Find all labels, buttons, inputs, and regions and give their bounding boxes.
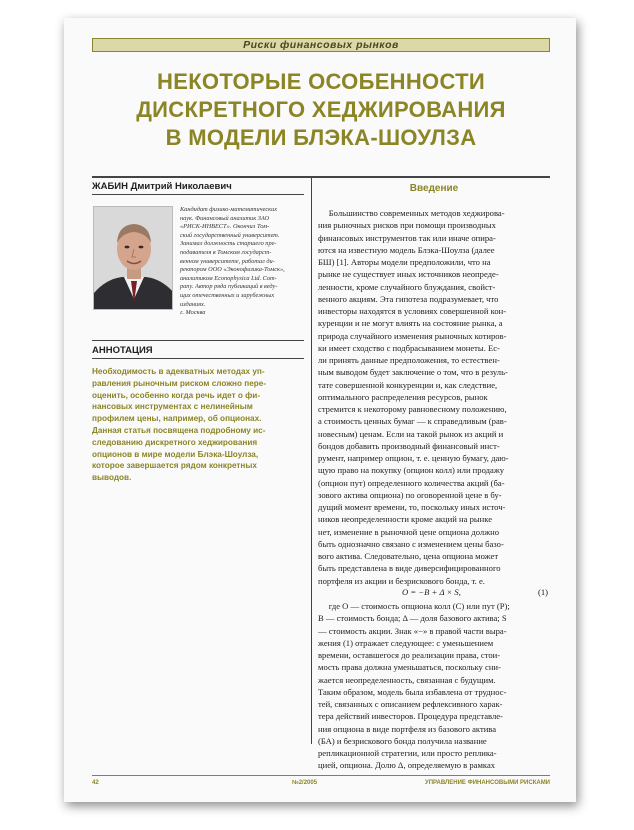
bio-line: ректором ООО «Эконофизика-Томск»,: [180, 266, 285, 274]
body-line: новесным) ценам. Если на такой рынок из акций и: [318, 428, 504, 439]
body-line: Большинство современных методов хеджирова-: [318, 208, 505, 218]
author-photo: [93, 206, 173, 310]
body-line: бондов добавить производный финансовый инст-: [318, 440, 500, 451]
body-line: ки имеет сходство с подбрасыванием монеты. Ес-: [318, 342, 500, 353]
body-line: жается неопределенность, связанная с будущим.: [318, 674, 496, 685]
body-line: инвесторы находятся в условиях совершенной кон-: [318, 306, 507, 316]
abstract-line: следованию дискретного хеджирования: [92, 437, 258, 447]
body-line: оптимального распределения ресурсов, рынок: [318, 391, 488, 402]
body-line: стремится к некоторому равновесному положению,: [318, 404, 507, 414]
body-line: ленности, кроме случайного блуждания, свойст-: [318, 281, 496, 292]
abstract-top-divider: [92, 340, 304, 341]
body-line: венного акциям. Эта гипотеза подразумевает, что: [318, 293, 499, 304]
bio-line: Занимал должность старшего пре-: [180, 240, 277, 248]
abstract-line: равления рыночным риском сложно пере-: [92, 378, 267, 388]
body-line: ным выводом будет заключение о том, что в резуль-: [318, 367, 508, 378]
footer-divider: [92, 775, 550, 776]
author-divider: [92, 194, 304, 195]
bio-line: щих отечественных и зарубежных: [180, 291, 275, 299]
body-line: Таким образом, модель была избавлена от труднос-: [318, 686, 507, 697]
body-line: дущий момент времени, то, поскольку иных источ-: [318, 502, 506, 512]
article-title: [92, 68, 550, 152]
body-line: вого актива. Следовательно, цена опциона может: [318, 551, 499, 561]
body-line: быть однозначно связано с изменением цены базо-: [318, 538, 504, 549]
body-line: БШ) [1]. Авторы модели предположили, что на: [318, 257, 491, 267]
body-line: ния опциона в виде портфеля из базового актива: [318, 723, 497, 734]
body-line: портфеля из акции и безрискового бонда, т. е.: [318, 575, 485, 586]
bio-line: венном университете, работал ди-: [180, 257, 275, 265]
abstract-text: [92, 366, 304, 484]
bio-line: pany. Автор ряда публикаций в веду-: [180, 283, 278, 291]
column-divider: [311, 178, 312, 744]
body-line: ников неопределенности кроме акций на рынке: [318, 514, 493, 525]
abstract-line: профилем цены, например, об опционах.: [92, 414, 262, 424]
title-line: В МОДЕЛИ БЛЭКА-ШОУЛЗА: [165, 125, 477, 150]
body-line: цией, опциона. Долю Δ, определяемую в рамках: [318, 760, 496, 771]
body-line: куренции и не могут влиять на состояние рынка, а: [318, 318, 503, 329]
abstract-heading: АННОТАЦИЯ: [92, 345, 153, 356]
body-line: мость права должна уменьшаться, поскольку сни-: [318, 662, 501, 673]
formula-number: (1): [537, 587, 548, 597]
bio-line: изданиях.: [180, 300, 206, 308]
body-line: финансовых инструментов так или иначе опира-: [318, 232, 496, 243]
body-line: (опцион пут) определенного количества акций (ба-: [318, 477, 505, 488]
journal-name: УПРАВЛЕНИЕ ФИНАНСОВЫМИ РИСКАМИ: [425, 780, 550, 786]
author-bio: [180, 206, 306, 318]
bio-line: «РИСК-ИНВЕСТ». Окончил Том-: [180, 223, 270, 231]
body-line: а стоимость ценных бумаг — к справедливым (рав-: [318, 416, 507, 427]
intro-heading: Введение: [409, 183, 459, 194]
body-line: B — стоимость бонда; Δ — доля базового актива; S: [318, 613, 507, 624]
formula-row: [318, 587, 550, 599]
abstract-line: нансовых инструментах с нелинейным: [92, 402, 253, 412]
title-line: ДИСКРЕТНОГО ХЕДЖИРОВАНИЯ: [136, 97, 506, 122]
abstract-line: которое завершается рядом конкретных: [92, 461, 257, 471]
body-line: тате совершенной конкуренции и, как следствие,: [318, 379, 498, 390]
abstract-divider: [92, 358, 304, 359]
body-line: — стоимость акции. Знак «−» в правой части выра-: [318, 625, 507, 636]
bio-line: Кандидат физико-математических: [180, 206, 278, 213]
body-line: ются на известную модель Блэка-Шоулза (далее: [318, 244, 495, 255]
body-line: ния рыночных рисков при помощи производных: [318, 220, 496, 231]
page-number: 42: [92, 780, 99, 786]
body-line: рынке не существует иных источников неопреде-: [318, 269, 499, 280]
section-header: Риски финансовых рынков: [92, 38, 550, 52]
body-line: нет, изменение в рыночной цене опциона должно: [318, 526, 500, 537]
intro-text-after: [318, 600, 550, 772]
abstract-line: опционов в мире модели Блэка-Шоулза,: [92, 449, 259, 459]
abstract-line: Необходимость в адекватных методах уп-: [92, 367, 265, 376]
bio-line: наук. Финансовый аналитик ЗАО: [180, 214, 269, 222]
body-line: тей, связанных с описанием рефлексивного харак-: [318, 699, 503, 709]
bio-line: г. Москва: [180, 309, 206, 317]
formula: O = −B + Δ × S,: [402, 587, 461, 597]
body-line: быть представлена в виде диверсифицированного: [318, 563, 501, 574]
bio-line: ский государственный университет.: [180, 231, 280, 239]
title-divider: [92, 176, 550, 178]
bio-line: подавателя в Томском государст-: [180, 248, 272, 256]
abstract-line: выводов.: [92, 473, 132, 483]
abstract-line: оценить, особенно когда речь идет о фи-: [92, 390, 261, 400]
body-line: (БА) и безрискового бонда получила название: [318, 735, 487, 746]
body-line: ли принять данные предположения, то естествен-: [318, 355, 500, 365]
abstract-line: Данная статья посвящена подробному ис-: [92, 425, 266, 435]
body-line: времени, оставшегося до реализации права, стои-: [318, 650, 501, 660]
body-line: природа случайного изменения рыночных котиров-: [318, 330, 507, 341]
body-line: репликационной стратегии, или просто реплика-: [318, 748, 497, 758]
body-line: зового актива опциона) по оговоренной цене в бу-: [318, 489, 502, 500]
issue-number: №2/2005: [292, 780, 318, 786]
body-line: жения (1) отражает следующее: с уменьшением: [318, 637, 494, 648]
body-line: тера действий инвесторов. Процедура представле-: [318, 711, 503, 722]
title-line: НЕКОТОРЫЕ ОСОБЕННОСТИ: [157, 69, 485, 94]
bio-line: аналитиком Econophysica Ltd. Com-: [180, 274, 277, 282]
author-name: ЖАБИН Дмитрий Николаевич: [92, 181, 232, 192]
body-line: где O — стоимость опциона колл (C) или пут (P);: [318, 601, 510, 611]
intro-text-before: [318, 207, 550, 587]
body-line: щую право на покупку (опцион колл) или продажу: [318, 465, 505, 476]
body-line: румент, например опцион, т. е. ценную бумагу, даю-: [318, 453, 509, 463]
